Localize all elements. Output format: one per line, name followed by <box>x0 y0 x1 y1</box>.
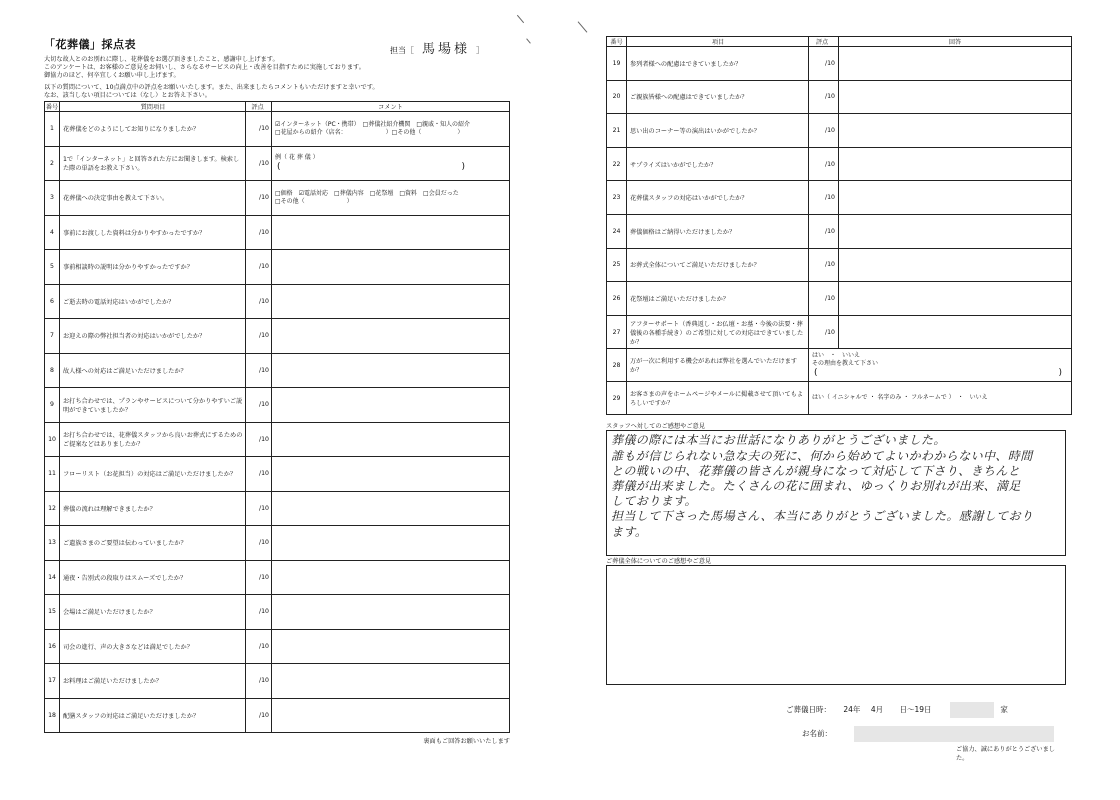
table-row <box>607 80 1072 114</box>
survey-title: 「花葬儀」採点表 <box>44 38 136 51</box>
table-header-row <box>45 102 510 112</box>
search-example: 例（ 花 葬 儀 ） <box>275 154 319 162</box>
yes-no-choice: はい ・ いいえ <box>812 352 861 360</box>
header-question: 項目 <box>627 37 809 47</box>
publish-consent-choice: はい（ イニシャルで ・ 名字のみ ・ フルネームで ） ・ いいえ <box>812 394 988 402</box>
question-text: 花葬儀をどのようにしてお知りになりましたか？ <box>60 112 246 147</box>
table-row <box>607 315 1072 349</box>
reason-prompt: その理由を教えて下さい <box>812 360 879 368</box>
table-row <box>45 595 510 630</box>
thanks-note: ご協力、誠にありがとうございました。 <box>956 746 1055 762</box>
family-suffix: 家 <box>1000 705 1008 714</box>
score-cell[interactable]: /10 <box>809 80 839 114</box>
question-text: 会場はご満足いただけましたか？ <box>60 595 246 630</box>
question-number: 17 <box>45 664 60 699</box>
question-number: 16 <box>45 629 60 664</box>
options-line: □その他（ ） <box>275 197 353 205</box>
table-row <box>607 181 1072 215</box>
score-cell[interactable]: /10 <box>246 698 272 733</box>
question-text: サプライズはいかがでしたか？ <box>627 147 809 181</box>
question-number: 5 <box>45 250 60 285</box>
staff-comment-handwritten <box>611 433 1063 539</box>
instruction-line: 以下の質問について、10点満点中の評点をお願いいたします。また、出来ましたらコメントもいただけますと幸いです。 <box>44 83 379 91</box>
score-cell[interactable]: /10 <box>246 388 272 423</box>
question-text: ご逝去時の電話対応はいかがでしたか？ <box>60 284 246 319</box>
question-text: 1で「インターネット」と回答された方にお聞きします。検索した際の単語をお教え下さい。 <box>60 146 246 181</box>
table-row <box>607 382 1072 415</box>
table-row <box>607 47 1072 81</box>
question-number: 14 <box>45 560 60 595</box>
question-text: お迎えの際の弊社担当者の対応はいかがでしたか？ <box>60 319 246 354</box>
comment-cell[interactable] <box>272 146 510 181</box>
question-text: 故人様への対応はご満足いただけましたか？ <box>60 353 246 388</box>
question-text: 参列者様への配慮はできていましたか？ <box>627 47 809 81</box>
comment-cell[interactable] <box>272 491 510 526</box>
question-text: フローリスト（お花担当）の対応はご満足いただけましたか？ <box>60 457 246 492</box>
table-row <box>607 282 1072 316</box>
question-number: 9 <box>45 388 60 423</box>
staff-close: ］ <box>476 46 485 55</box>
intro-text <box>44 56 510 81</box>
answer-cell[interactable] <box>839 47 1072 81</box>
comment-line: 葬儀の際には本当にお世話になりありがとうございました。 <box>611 433 946 448</box>
comment-cell[interactable] <box>272 250 510 285</box>
score-cell[interactable]: /10 <box>246 215 272 250</box>
table-row <box>45 457 510 492</box>
score-cell[interactable]: /10 <box>809 147 839 181</box>
overall-comment-label: ご葬儀全体についてのご感想やご意見 <box>606 558 712 566</box>
paren-close: ) <box>1058 368 1062 379</box>
comment-cell[interactable] <box>272 388 510 423</box>
score-cell[interactable]: /10 <box>246 181 272 216</box>
question-text: 通夜・告別式の段取りはスムーズでしたか？ <box>60 560 246 595</box>
search-term-blank <box>275 162 465 172</box>
question-number: 26 <box>607 282 627 316</box>
table-row <box>45 146 510 181</box>
table-row <box>45 560 510 595</box>
comment-line: ます。 <box>611 524 648 539</box>
table-row <box>45 181 510 216</box>
comment-line: 誰もが信じられない急な夫の死に、何から始めてよいかわからない中、時間 <box>611 448 1033 463</box>
score-cell[interactable]: /10 <box>246 422 272 457</box>
table-row <box>607 349 1072 382</box>
score-cell[interactable]: /10 <box>246 664 272 699</box>
question-number: 4 <box>45 215 60 250</box>
header-no: 番号 <box>45 102 60 112</box>
question-number: 1 <box>45 112 60 147</box>
intro-line: 大切な故人とのお別れに際し、花葬儀をお選び頂きましたこと、感謝申し上げます。 <box>44 56 279 63</box>
score-cell[interactable]: /10 <box>246 250 272 285</box>
score-cell[interactable]: /10 <box>809 282 839 316</box>
question-number: 23 <box>607 181 627 215</box>
table-row <box>607 114 1072 148</box>
options-line: □花屋からの紹介（店名： ）□その他（ ） <box>275 128 464 136</box>
table-row <box>45 353 510 388</box>
score-cell[interactable]: /10 <box>246 457 272 492</box>
question-text: お葬式全体についてご満足いただけましたか？ <box>627 248 809 282</box>
comment-cell[interactable] <box>272 560 510 595</box>
question-text: 花葬儀への決定事由を教えて下さい。 <box>60 181 246 216</box>
date-year: 24年 <box>843 705 861 714</box>
score-cell[interactable]: /10 <box>246 629 272 664</box>
score-cell[interactable]: /10 <box>246 595 272 630</box>
score-cell[interactable]: /10 <box>246 112 272 147</box>
table-row <box>45 319 510 354</box>
header-score: 評点 <box>809 37 839 47</box>
redacted-family-name <box>950 702 994 718</box>
intro-line: このアンケートは、お客様のご意見をお伺いし、さらなるサービスの向上・改善を目指すために実施しております。 <box>44 64 365 72</box>
comment-cell[interactable] <box>272 629 510 664</box>
redacted-name <box>854 726 1054 742</box>
table-row <box>45 629 510 664</box>
question-text: 花葬儀スタッフの対応はいかがでしたか？ <box>627 181 809 215</box>
question-text: 花祭壇はご満足いただけましたか？ <box>627 282 809 316</box>
comment-line: 葬儀が出来ました。たくさんの花に囲まれ、ゆっくりお別れが出来、満足 <box>611 478 1021 493</box>
scan-mark <box>578 21 588 32</box>
staff-comment-label: スタッフへ対してのご感想やご意見 <box>606 423 705 431</box>
question-text: ご遺族さまのご要望は伝わっていましたか？ <box>60 526 246 561</box>
question-table-front <box>44 101 510 733</box>
comment-cell[interactable] <box>272 319 510 354</box>
table-row <box>45 526 510 561</box>
question-text: 事前にお渡しした資料は分かりやすかったですか？ <box>60 215 246 250</box>
comment-line: 担当して下さった馬場さん、本当にありがとうございました。感謝しており <box>611 509 1034 524</box>
date-label: ご葬儀日時： <box>786 705 831 714</box>
answer-cell[interactable] <box>839 214 1072 248</box>
question-text: お客さまの声をホームページやメールに掲載させて頂いてもよろしいですか？ <box>627 382 809 415</box>
score-cell[interactable]: /10 <box>246 491 272 526</box>
score-cell[interactable]: /10 <box>246 353 272 388</box>
question-text: ご親族皆様への配慮はできていましたか？ <box>627 80 809 114</box>
staff-in-charge <box>390 38 484 57</box>
table-row <box>45 215 510 250</box>
header-comment: コメント <box>272 102 510 112</box>
question-number: 11 <box>45 457 60 492</box>
question-number: 6 <box>45 284 60 319</box>
comment-cell[interactable] <box>272 353 510 388</box>
staff-comment-box <box>606 430 1066 556</box>
table-row <box>607 147 1072 181</box>
score-cell[interactable]: /10 <box>809 214 839 248</box>
question-text: 事前相談時の説明は分かりやすかったですか？ <box>60 250 246 285</box>
question-number: 25 <box>607 248 627 282</box>
comment-cell[interactable] <box>272 215 510 250</box>
score-cell[interactable]: /10 <box>809 114 839 148</box>
paren-close: ) <box>461 162 465 173</box>
staff-label: 担当［ <box>390 46 414 55</box>
question-number: 27 <box>607 315 627 349</box>
header-score: 評点 <box>246 102 272 112</box>
decision-options <box>275 190 509 206</box>
question-number: 15 <box>45 595 60 630</box>
table-row <box>607 248 1072 282</box>
date-month: 4月 <box>870 705 884 714</box>
question-number: 20 <box>607 80 627 114</box>
question-number: 19 <box>607 47 627 81</box>
intro-line: 御協力のほど、何卒宜しくお願い申し上げます。 <box>44 72 180 80</box>
discovery-options <box>275 121 509 137</box>
answer-cell[interactable] <box>809 349 1072 382</box>
table-row <box>45 284 510 319</box>
answer-cell[interactable] <box>839 315 1072 349</box>
table-row <box>45 491 510 526</box>
score-cell[interactable]: /10 <box>246 146 272 181</box>
question-text: お打ち合わせでは、花葬儀スタッフから良いお葬式にするためのご提案などはありましたか？ <box>60 422 246 457</box>
answer-cell[interactable] <box>839 114 1072 148</box>
answer-cell[interactable] <box>839 147 1072 181</box>
question-number: 13 <box>45 526 60 561</box>
question-text: 万が一次に利用する機会があれば弊社を選んでいただけますか？ <box>627 349 809 382</box>
score-cell[interactable]: /10 <box>246 526 272 561</box>
answer-cell[interactable] <box>839 181 1072 215</box>
turn-over-note: 裏面もご回答お願いいたします <box>423 738 510 746</box>
header-answer: 回答 <box>839 37 1072 47</box>
instruction-text <box>44 84 510 100</box>
funeral-date-line <box>786 702 1066 718</box>
question-number: 2 <box>45 146 60 181</box>
comment-cell[interactable] <box>272 595 510 630</box>
comment-cell[interactable] <box>272 284 510 319</box>
question-number: 22 <box>607 147 627 181</box>
question-text: お打ち合わせでは、プランやサービスについて分かりやすいご説明ができていましたか？ <box>60 388 246 423</box>
question-number: 24 <box>607 214 627 248</box>
answer-cell[interactable] <box>839 248 1072 282</box>
survey-sheet-back <box>606 36 1066 762</box>
comment-cell[interactable] <box>272 526 510 561</box>
table-row <box>45 698 510 733</box>
question-number: 28 <box>607 349 627 382</box>
question-number: 3 <box>45 181 60 216</box>
table-row <box>607 214 1072 248</box>
name-line <box>802 726 1054 742</box>
comment-cell[interactable] <box>272 698 510 733</box>
table-row <box>45 664 510 699</box>
comment-cell[interactable] <box>272 664 510 699</box>
staff-name-handwritten: 馬場様 <box>422 42 471 57</box>
question-text: 司会の進行、声の大きさなどは満足でしたか？ <box>60 629 246 664</box>
score-cell[interactable]: /10 <box>246 319 272 354</box>
paren-open: ( <box>277 162 281 173</box>
table-row <box>45 422 510 457</box>
comment-line: との戦いの中、花葬儀の皆さんが親身になって対応して下さり、きちんと <box>611 463 1021 478</box>
scan-mark <box>517 15 524 23</box>
question-number: 12 <box>45 491 60 526</box>
answer-cell[interactable] <box>839 80 1072 114</box>
options-line: □価格 ☑電話対応 □葬儀内容 □花祭壇 □資料 □会員だった <box>275 189 459 197</box>
question-number: 7 <box>45 319 60 354</box>
question-number: 8 <box>45 353 60 388</box>
score-cell[interactable]: /10 <box>246 284 272 319</box>
answer-cell[interactable] <box>809 382 1072 415</box>
options-line: ☑インターネット（PC・携帯） □葬儀社紹介機関 □親戚・知人の紹介 <box>275 120 470 128</box>
question-text: アフターサポート（香典返し・お仏壇・お墓・今後の法要・葬儀後の各種手続き）のご希望に対しての対応はできていましたか？ <box>627 315 809 349</box>
name-label: お名前： <box>802 729 832 738</box>
table-header-row <box>607 37 1072 47</box>
scan-mark <box>526 38 531 43</box>
survey-sheet-front <box>44 36 510 745</box>
question-number: 18 <box>45 698 60 733</box>
question-text: お料理はご満足いただけましたか？ <box>60 664 246 699</box>
table-row <box>45 250 510 285</box>
overall-comment-box <box>606 565 1066 685</box>
instruction-line: なお、該当しない項目については（なし）とお答え下さい。 <box>44 91 211 99</box>
question-number: 21 <box>607 114 627 148</box>
question-text: 配膳スタッフの対応はご満足いただけましたか？ <box>60 698 246 733</box>
score-cell[interactable]: /10 <box>809 315 839 349</box>
header-question: 質問項目 <box>60 102 246 112</box>
table-row <box>45 112 510 147</box>
comment-line: しております。 <box>611 494 697 509</box>
question-table-back <box>606 36 1072 415</box>
score-cell[interactable]: /10 <box>809 181 839 215</box>
comment-cell[interactable] <box>272 457 510 492</box>
score-cell[interactable]: /10 <box>809 248 839 282</box>
question-text: 葬儀の流れは理解できましたか？ <box>60 491 246 526</box>
question-text: 思い出のコーナー等の演出はいかがでしたか？ <box>627 114 809 148</box>
question-text: 葬儀価格はご納得いただけましたか？ <box>627 214 809 248</box>
answer-cell[interactable] <box>839 282 1072 316</box>
comment-cell[interactable] <box>272 112 510 147</box>
header-no: 番号 <box>607 37 627 47</box>
comment-cell[interactable] <box>272 181 510 216</box>
comment-cell[interactable] <box>272 422 510 457</box>
score-cell[interactable]: /10 <box>809 47 839 81</box>
score-cell[interactable]: /10 <box>246 560 272 595</box>
question-number: 29 <box>607 382 627 415</box>
table-row <box>45 388 510 423</box>
question-number: 10 <box>45 422 60 457</box>
date-days: 日～19日 <box>899 705 932 714</box>
reason-blank <box>812 368 1062 378</box>
paren-open: ( <box>814 368 818 379</box>
